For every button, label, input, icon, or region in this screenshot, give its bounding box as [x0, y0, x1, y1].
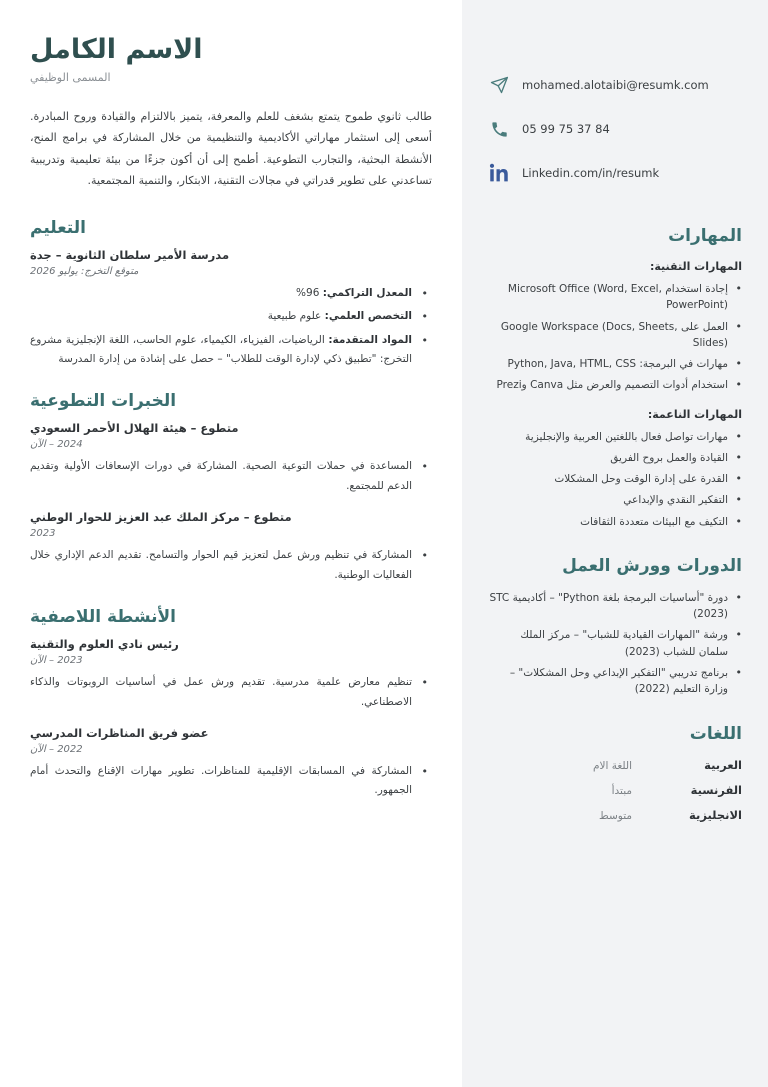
- languages-section: [488, 724, 742, 822]
- list-item: • العمل على Google Workspace (Docs, Sheets, Slides): [488, 319, 742, 352]
- activity-entry: [30, 726, 432, 801]
- entry-title: رئيس نادي العلوم والتقنية: [30, 637, 179, 652]
- contact-item-email[interactable]: [488, 74, 742, 96]
- list-item: [30, 307, 432, 326]
- education-heading: التعليم: [30, 217, 86, 238]
- list-item: • دورة "أساسيات البرمجة بلغة Python" – أكاديمية STC (2023): [488, 590, 742, 623]
- list-item: • مهارات في البرمجة: Python, Java, HTML, CSS: [488, 356, 742, 372]
- entry-title: متطوع – هيئة الهلال الأحمر السعودي: [30, 421, 239, 436]
- activity-bullets: [30, 673, 432, 712]
- contact-email-text: mohamed.alotaibi@resumk.com: [522, 77, 709, 92]
- entry-date: متوقع التخرج: يوليو 2026: [30, 265, 139, 277]
- profile-summary: طالب ثانوي طموح يتمتع بشغف للعلم والمعرفة، يتميز بالالتزام والقيادة وروح المبادرة. أسعى إلى استثمار مهاراتي الأكاديمية والتنظيمية من خلال المشاركة في برامج المنح، الأنشطة البحثية، والتجارب التطوعية. أطمح إلى أن أكون جزءًا من بيئة تعليمية وتدريبية تساعدني على تطوير قدراتي في مجالات التقنية، الابتكار، والتنمية المجتمعية.: [30, 110, 432, 188]
- bullet-key: المعدل التراكمي:: [322, 286, 412, 299]
- education-section: [30, 218, 432, 370]
- phone-icon: [488, 118, 510, 140]
- bullet-key: التخصص العلمي:: [324, 310, 412, 323]
- technical-skills-label: المهارات التقنية:: [649, 260, 742, 273]
- contact-item-linkedin[interactable]: [488, 162, 742, 184]
- volunteering-bullets: [30, 457, 432, 496]
- bullet-text: 96%: [296, 286, 323, 299]
- volunteering-bullets: [30, 546, 432, 585]
- list-item: • القيادة والعمل بروح الفريق: [488, 450, 742, 466]
- bullet-key: المواد المتقدمة:: [328, 333, 412, 346]
- list-item: • ورشة "المهارات القيادية للشباب" – مركز الملك سلمان للشباب (2023): [488, 627, 742, 660]
- soft-skills-list: [488, 429, 742, 530]
- language-level: متوسط: [599, 809, 632, 822]
- list-item: • استخدام أدوات التصميم والعرض مثل Canva وPrezi: [488, 377, 742, 393]
- courses-list: [488, 590, 742, 698]
- contact-list: [488, 74, 742, 184]
- volunteering-heading: الخبرات التطوعية: [30, 391, 177, 412]
- list-item: • القدرة على إدارة الوقت وحل المشكلات: [488, 471, 742, 487]
- contact-phone-text: 05 99 75 37 84: [522, 121, 610, 136]
- entry-date: 2022 – الآن: [30, 744, 83, 756]
- list-item: • تنظيم معارض علمية مدرسية. تقديم ورش عمل في أساسيات الروبوتات والذكاء الاصطناعي.: [30, 673, 432, 712]
- sidebar: [462, 0, 768, 1087]
- language-level: مبتدأ: [611, 784, 632, 797]
- skills-heading: المهارات: [668, 226, 742, 246]
- education-entry: [30, 248, 432, 370]
- list-item: [30, 331, 432, 370]
- courses-section: [488, 556, 742, 698]
- list-item: • المشاركة في المسابقات الإقليمية للمناظرات. تطوير مهارات الإقناع والتحدث أمام الجمهور.: [30, 762, 432, 801]
- list-item: • مهارات تواصل فعال باللغتين العربية والإنجليزية: [488, 429, 742, 445]
- list-item: • التفكير النقدي والإبداعي: [488, 492, 742, 508]
- volunteering-section: [30, 391, 432, 585]
- send-icon: [488, 74, 510, 96]
- bullet-text: الرياضيات، الفيزياء، الكيمياء، علوم الحاسب، اللغة الإنجليزية مشروع التخرج: "تطبيق ذكي لإدارة الوقت للطلاب" – حصل على إشادة من إدارة المدرسة: [30, 333, 412, 366]
- entry-title: عضو فريق المناظرات المدرسي: [30, 726, 209, 741]
- language-name: الفرنسية: [690, 782, 742, 797]
- skills-section: [488, 226, 742, 530]
- page-title: الاسم الكامل: [30, 34, 203, 65]
- activity-entry: [30, 637, 432, 712]
- volunteering-entry: [30, 510, 432, 585]
- language-level: اللغة الام: [592, 759, 632, 772]
- list-item: • برنامج تدريبي "التفكير الإبداعي وحل المشكلات" – وزارة التعليم (2022): [488, 665, 742, 698]
- job-title: المسمى الوظيفي: [30, 71, 111, 85]
- courses-heading: الدورات وورش العمل: [562, 555, 742, 576]
- entry-date: 2023 – الآن: [30, 655, 83, 667]
- list-item: [30, 284, 432, 303]
- technical-skills-list: [488, 281, 742, 394]
- language-name: الانجليزية: [689, 807, 742, 822]
- list-item: • إجادة استخدام Microsoft Office (Word, Excel, PowerPoint): [488, 281, 742, 314]
- activities-section: [30, 607, 432, 801]
- activity-bullets: [30, 762, 432, 801]
- soft-skills-label: المهارات الناعمة:: [647, 407, 742, 421]
- list-item: • المشاركة في تنظيم ورش عمل لتعزيز قيم الحوار والتسامح. تقديم الدعم الإداري خلال الفعاليات الوطنية.: [30, 546, 432, 585]
- contact-item-phone[interactable]: [488, 118, 742, 140]
- language-name: العربية: [704, 757, 742, 772]
- entry-title: مدرسة الأمير سلطان الثانوية – جدة: [30, 247, 230, 262]
- contact-linkedin-text: Linkedin.com/in/resumk: [522, 165, 660, 180]
- language-row: [488, 808, 742, 822]
- education-bullets: [30, 284, 432, 370]
- linkedin-icon: [488, 162, 510, 184]
- language-row: [488, 758, 742, 772]
- activities-heading: الأنشطة اللاصفية: [30, 607, 176, 628]
- list-item: • المساعدة في حملات التوعية الصحية. المشاركة في دورات الإسعافات الأولية وتقديم الدعم للمجتمع.: [30, 457, 432, 496]
- volunteering-entry: [30, 421, 432, 496]
- list-item: • التكيف مع البيئات متعددة الثقافات: [488, 514, 742, 530]
- entry-title: متطوع – مركز الملك عبد العزيز للحوار الوطني: [30, 510, 292, 525]
- languages-heading: اللغات: [689, 723, 742, 744]
- bullet-text: علوم طبيعية: [267, 310, 325, 323]
- entry-date: 2024 – الآن: [30, 439, 83, 451]
- entry-date: 2023: [30, 528, 56, 540]
- language-row: [488, 783, 742, 797]
